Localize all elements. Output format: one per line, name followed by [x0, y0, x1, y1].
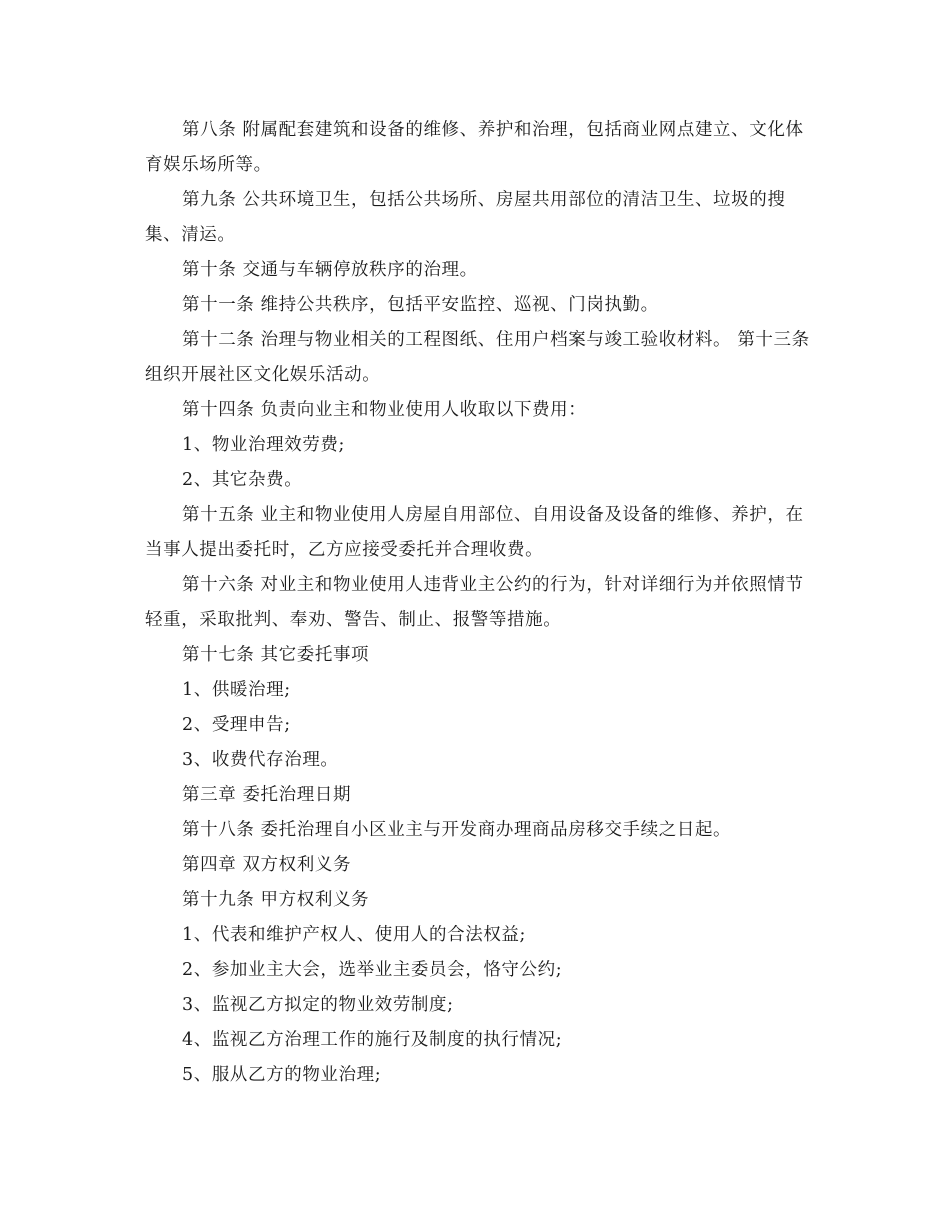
list-item: 5、服从乙方的物业治理;: [182, 1065, 382, 1085]
list-item: 3、收费代存治理。: [182, 750, 339, 770]
list-item: 1、供暖治理;: [182, 680, 291, 700]
paragraph-article-10: 第十条 交通与车辆停放秩序的治理。: [182, 260, 478, 280]
chapter-heading-4: 第四章 双方权利义务: [182, 855, 352, 875]
list-item: 3、监视乙方拟定的物业效劳制度;: [182, 995, 454, 1015]
paragraph-article-16: 第十六条 对业主和物业使用人违背业主公约的行为，针对详细行为并依照情节轻重，采取批判、奉劝、警告、制止、报警等措施。: [145, 575, 804, 630]
paragraph-article-14: 第十四条 负责向业主和物业使用人收取以下费用：: [182, 400, 587, 420]
paragraph-article-17: 第十七条 其它委托事项: [182, 645, 370, 665]
paragraph-article-12-13: 第十二条 治理与物业相关的工程图纸、住用户档案与竣工验收材料。 第十三条 组织开展社区文化娱乐活动。: [145, 330, 810, 385]
list-item: 1、代表和维护产权人、使用人的合法权益;: [182, 925, 527, 945]
list-item: 2、其它杂费。: [182, 470, 303, 490]
chapter-heading-3: 第三章 委托治理日期: [182, 785, 352, 805]
paragraph-article-9: 第九条 公共环境卫生，包括公共场所、房屋共用部位的清洁卫生、垃圾的搜集、清运。: [145, 190, 786, 245]
paragraph-article-8: 第八条 附属配套建筑和设备的维修、养护和治理，包括商业网点建立、文化体育娱乐场所等。: [145, 120, 804, 175]
list-item: 1、物业治理效劳费;: [182, 435, 346, 455]
list-item: 2、参加业主大会，选举业主委员会，恪守公约;: [182, 960, 563, 980]
paragraph-article-15: 第十五条 业主和物业使用人房屋自用部位、自用设备及设备的维修、养护，在当事人提出委托时，乙方应接受委托并合理收费。: [145, 505, 804, 560]
list-item: 2、受理申告;: [182, 715, 291, 735]
paragraph-article-11: 第十一条 维持公共秩序，包括平安监控、巡视、门岗执勤。: [182, 295, 659, 315]
document-body: [145, 113, 810, 1093]
list-item: 4、监视乙方治理工作的施行及制度的执行情况;: [182, 1030, 563, 1050]
paragraph-article-19: 第十九条 甲方权利义务: [182, 890, 370, 910]
paragraph-article-18: 第十八条 委托治理自小区业主与开发商办理商品房移交手续之日起。: [182, 820, 732, 840]
